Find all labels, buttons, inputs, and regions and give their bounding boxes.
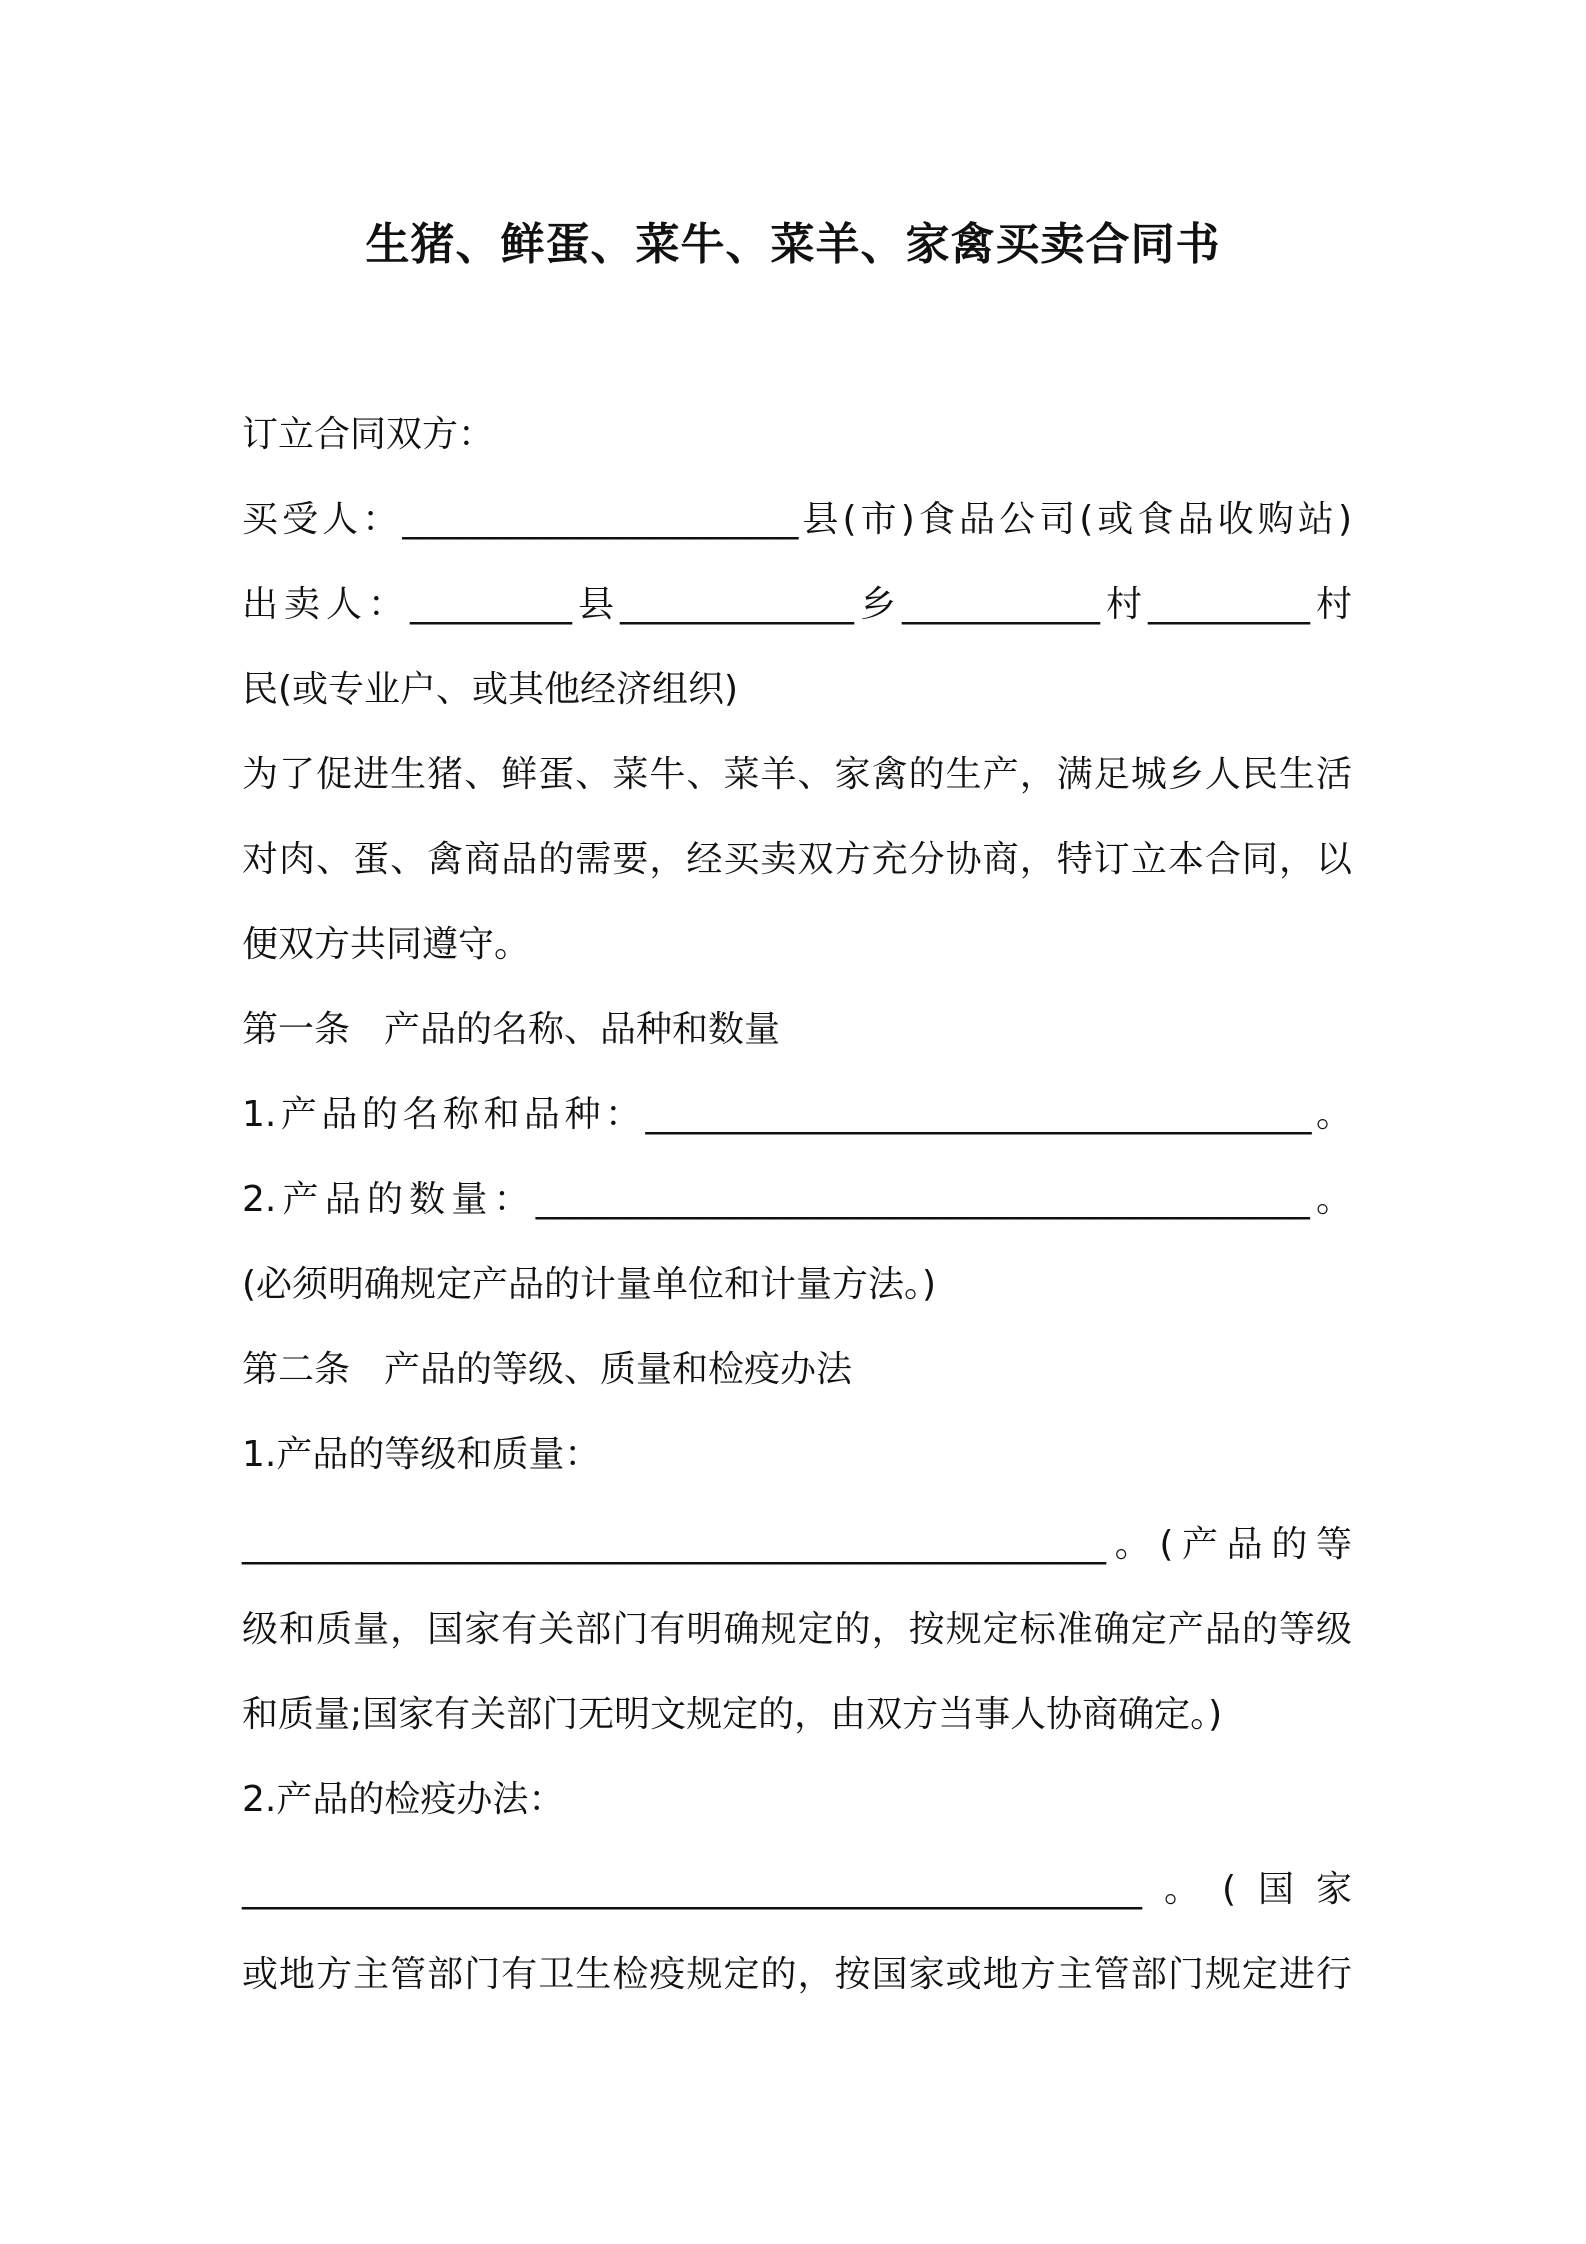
article-1-number: 第一条 xyxy=(242,1009,351,1050)
inspection-line: 2.产品的检疫办法： xyxy=(242,1779,565,1820)
preamble-line-1: 为了促进生猪、鲜蛋、菜牛、菜羊、家禽的生产，满足城乡人民生活 xyxy=(242,754,1352,795)
preamble-line-3: 便双方共同遵守。 xyxy=(242,924,531,965)
product-quantity-line: 2.产品的数量：___________________________________________。 xyxy=(242,1179,1352,1220)
grade-quality-note-1: 级和质量，国家有关部门有明确规定的，按规定标准确定产品的等级 xyxy=(242,1609,1352,1650)
document-title: 生猪、鲜蛋、菜牛、菜羊、家禽买卖合同书 xyxy=(365,219,1221,270)
buyer-line: 买受人：______________________县(市)食品公司(或食品收购站) xyxy=(242,499,1352,540)
inspection-note: 或地方主管部门有卫生检疫规定的，按国家或地方主管部门规定进行 xyxy=(242,1954,1352,1995)
article-2-number: 第二条 xyxy=(242,1349,351,1390)
seller-line-cont: 民(或专业户、或其他经济组织) xyxy=(242,669,739,710)
article-2-heading xyxy=(242,1345,852,1395)
preamble-line-2: 对肉、蛋、禽商品的需要，经买卖双方充分协商，特订立本合同，以 xyxy=(242,839,1352,880)
seller-line: 出卖人：_________县_____________乡___________村_________村 xyxy=(242,584,1352,625)
article-2-title: 产品的等级、质量和检疫办法 xyxy=(384,1349,853,1390)
product-name-line: 1.产品的名称和品种：_____________________________________。 xyxy=(242,1094,1352,1135)
article-1-title: 产品的名称、品种和数量 xyxy=(384,1009,781,1050)
parties-intro: 订立合同双方： xyxy=(242,414,495,455)
inspection-blank: __________________________________________________。(国家 xyxy=(242,1869,1352,1910)
grade-quality-note-2: 和质量;国家有关部门无明文规定的，由双方当事人协商确定。) xyxy=(242,1694,1223,1735)
article-1-heading xyxy=(242,1005,780,1055)
quantity-note: (必须明确规定产品的计量单位和计量方法。) xyxy=(242,1264,937,1305)
grade-quality-line: 1.产品的等级和质量： xyxy=(242,1434,601,1475)
grade-quality-blank: ________________________________________________。(产品的等 xyxy=(242,1524,1352,1565)
